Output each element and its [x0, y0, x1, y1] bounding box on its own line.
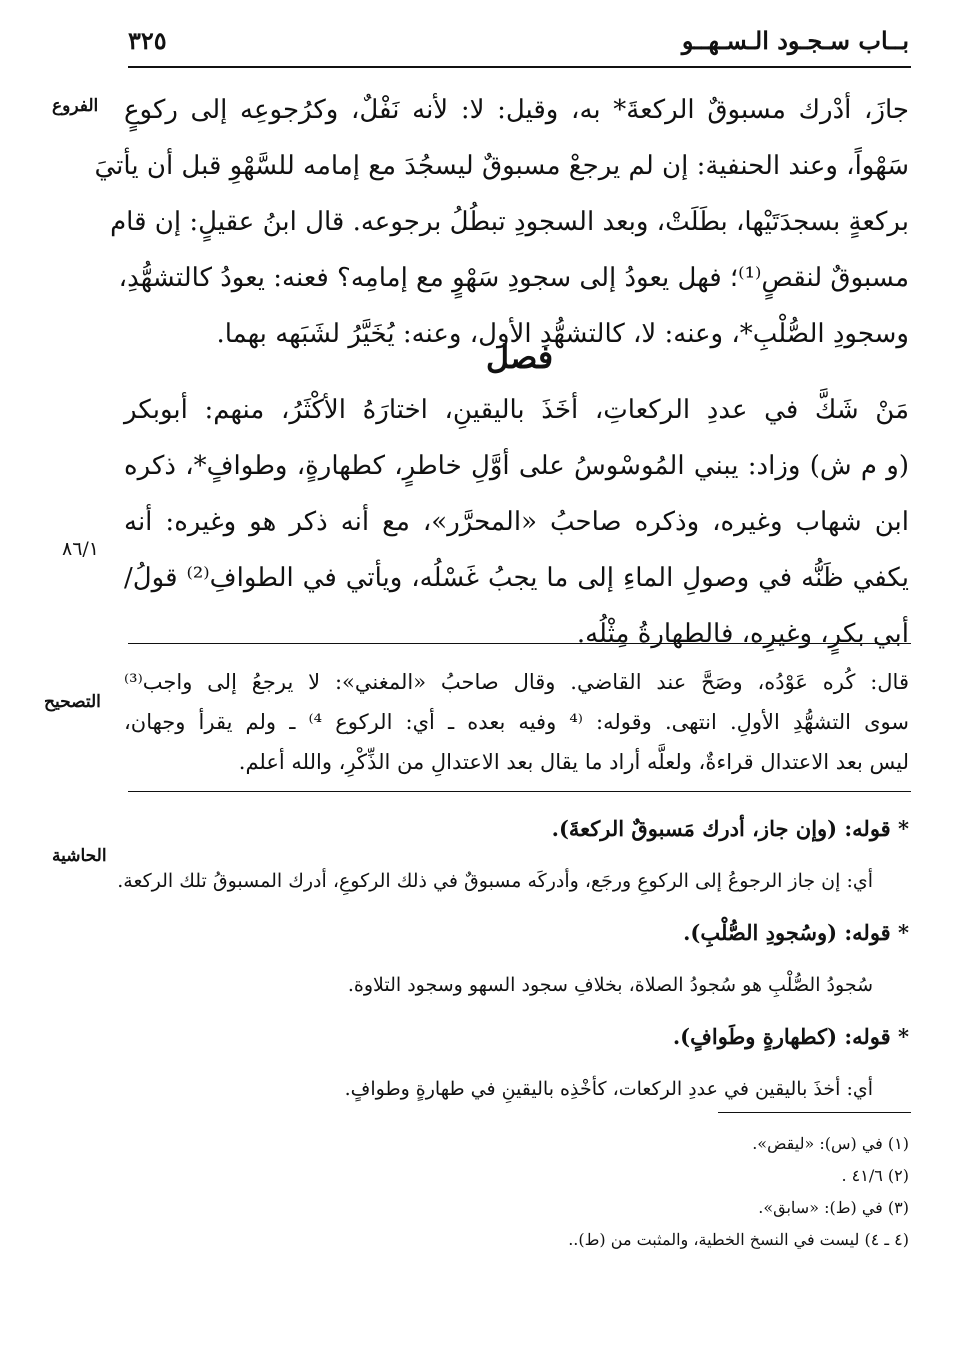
main-text-block-2 — [124, 382, 909, 662]
hashiyah-quote: * قوله: (وسُجودِ الصُّلْبِ). — [683, 920, 909, 945]
text-line: يكفي ظَنُّه في وصولِ الماءِ إلى ما يجبُ غَسْلُه، ويأتي في الطوافِ⁽²⁾ قولُ/ — [124, 563, 909, 593]
hashiyah-explanation: أي: أخذَ باليقين في عددِ الركعات، كأخْذِه باليقينِ في طهارةٍ وطوافٍ. — [344, 1078, 873, 1100]
footnote: (٣) في (ط): «سابق». — [758, 1198, 909, 1217]
page-number: ٣٢٥ — [128, 26, 167, 55]
footnote: (١) في (س): «ليقض». — [752, 1134, 909, 1153]
divider-hashiyah-top — [128, 791, 911, 792]
tashih-section — [124, 662, 909, 782]
tashih-line: سوى التشهُّدِ الأولِ. انتهى. وقوله: ⁽⁴ وفيه بعده ـ أي: الركوع ⁴⁾ ـ ولم يقرأ وجهان، — [124, 710, 909, 734]
section-heading: فصل — [485, 338, 554, 376]
side-label-reference: ٨٦/١ — [62, 538, 100, 560]
main-text-block-1 — [94, 82, 909, 362]
side-label-tashih: التصحيح — [44, 692, 101, 712]
hashiyah-quote: * قوله: (وإن جاز، أدرك مَسبوقٌ الركعةَ). — [551, 816, 909, 841]
text-line: بركعةٍ بسجدَتَيْها، بطَلَتْ، وبعد السجودِ تبطُلُ برجوعه. قال ابنُ عقيلٍ: إن قام — [110, 207, 909, 237]
text-line: ابن شهاب وغيره، وذكره صاحبُ «المحرَّر»، مع أنه ذكر هو وغيره: أنه — [124, 507, 909, 537]
text-line: (و م ش) وزاد: يبني المُوسْوسُ على أوَّلِ خاطرٍ، كطهارةٍ، وطوافٍ*، ذكره — [124, 451, 909, 481]
text-line: مسبوقٌ لنقصٍ⁽¹⁾؛ فهل يعودُ إلى سجودِ سَهْوٍ مع إمامِه؟ فعنه: يعودُ كالتشهُّدِ، — [118, 263, 909, 293]
text-line: أبي بكرٍ، وغيرِه، فالطهارةُ مِثْلُه. — [576, 619, 909, 649]
text-line: وسجودِ الصُّلْبِ*، وعنه: لا، كالتشهُّدِ الأول، وعنه: يُخَيَّرُ لشَبَهه بهما. — [216, 319, 909, 349]
text-line: جازَ، أدْرك مسبوقٌ الركعةَ* به، وقيل: لا: لأنه نَفْلٌ، وكرُجوعِه إلى ركوعٍ — [124, 95, 909, 125]
text-line: سَهْواً، وعند الحنفية: إن لم يرجعْ مسبوقٌ ليسجُدَ مع إمامه للسَّهْوِ قبل أن يأتيَ — [94, 151, 909, 181]
divider-tashih-top — [128, 643, 911, 644]
running-header-title: بــاب سـجـود الـسـهــو — [681, 26, 909, 55]
tashih-line: قال: كُره عَوْدُه، وصَحَّ عند القاضي. وقال صاحبُ «المغني»: لا يرجعُ إلى واجب⁽³⁾ — [124, 670, 909, 694]
tashih-line: ليس بعد الاعتدال قراءةٌ، ولعلَّه أراد ما يقال بعد الاعتدالِ من الذِّكْرِ، والله أعلم. — [238, 750, 909, 774]
footnote-rule — [718, 1112, 911, 1113]
footnote: (٢) ٤١/٦ . — [841, 1166, 909, 1185]
header-rule — [128, 66, 911, 68]
hashiyah-explanation: أي: إن جاز الرجوعُ إلى الركوعِ ورجَع، وأدركَه مسبوقٌ في ذلك الركوعِ، أدرك المسبوقُ تلك الركعة. — [117, 870, 873, 892]
side-label-hashiyah: الحاشية — [52, 846, 107, 866]
hashiyah-explanation: سُجودُ الصُّلْبِ هو سُجودُ الصلاة، بخلافِ سجود السهو وسجود التلاوة. — [347, 974, 873, 996]
footnote: (٤ ـ ٤) ليست في النسخ الخطية، والمثبت من (ط).. — [568, 1230, 909, 1249]
text-line: مَنْ شَكَّ في عددِ الركعاتِ، أخَذَ باليقينِ، اختارَهُ الأكْثَرُ، منهم: أبوبكر — [124, 395, 909, 425]
hashiyah-quote: * قوله: (كطهارةٍ وطَوافٍ). — [672, 1024, 909, 1049]
side-label-furu: الفروع — [52, 96, 99, 116]
